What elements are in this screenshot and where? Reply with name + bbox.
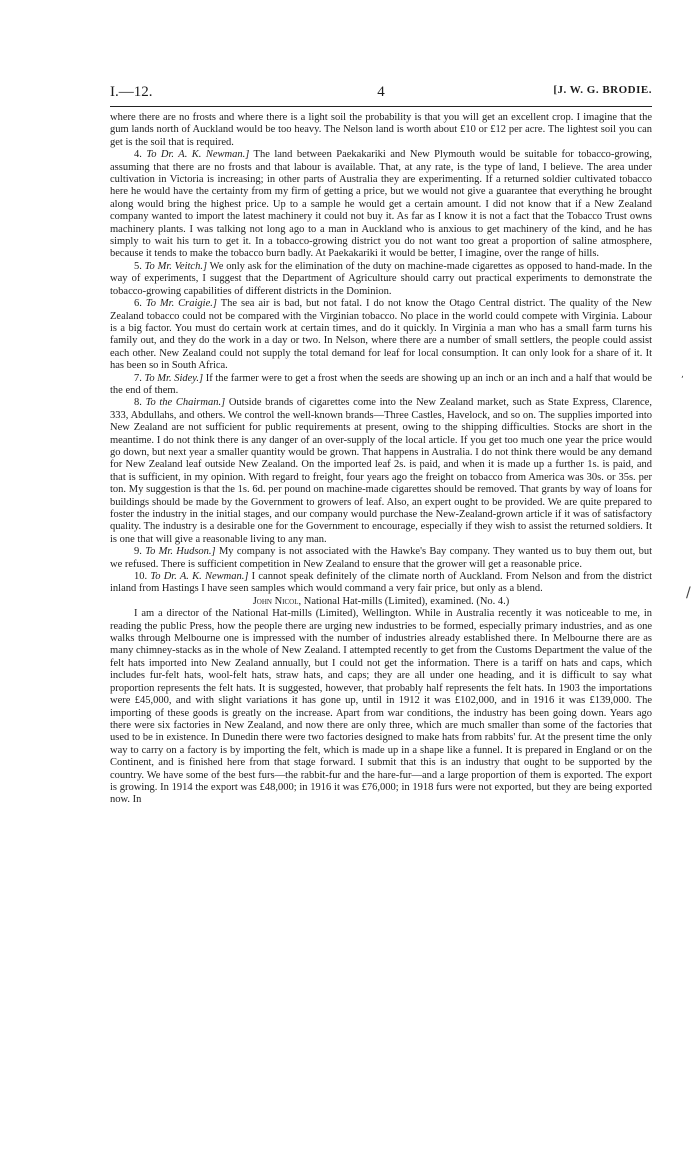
section-heading: John Nicol, National Hat-mills (Limited), examined. (No. 4.) — [252, 595, 510, 607]
questioner: To the Chairman.] — [145, 397, 226, 409]
margin-mark: , — [681, 370, 684, 380]
header-witness-name: [J. W. G. BRODIE. — [553, 84, 652, 96]
paragraph: 7. To Mr. Sidey.] If the farmer were to get a frost when the seeds are showing up an inch or an inch and a half that would be the end of them. — [110, 372, 653, 396]
questioner: To Dr. A. K. Newman.] — [146, 149, 250, 161]
margin-mark: / — [686, 585, 691, 601]
questioner: To Mr. Veitch.] — [144, 260, 208, 272]
paragraph: 8. To the Chairman.] Outside brands of cigarettes come into the New Zealand market, such as State Express, Clarence, 333, Abdullahs, and others. We control the well-known brands—Three Castles, Havelock, and so on. The supplies imported into New Zealand are not sufficient for public requirements at present, owing to the shipping difficulties. Stocks are short in the meantime. I do not think there is any danger of an over-supply of the local article. If you get too much one year the price would go down, but next year a smaller quantity would be grown. That happens in Australia. I do not think there would be any demand for New Zealand leaf outside New Zealand. On the imported leaf 2s. is paid, and when it is made up a further 1s. is paid, and that is sufficient, in my opinion. With regard to freight, four years ago the freight on tobacco from America was 30s. or 35s. per ton. My suggestion is that the 1s. 6d. per pound on machine-made cigarettes should be removed. That grants by way of loans for buildings should be made by the Government to growers of leaf. Also, an expert ought to be provided. We are quite prepared to foster the industry in the initial stages, and our company would purchase the New-Zealand-grown article if it was of satisfactory quality. The industry is a desirable one for the Government to encourage, especially if they wish to assist the returned soldiers. It is one that will give a reasonable living to any man. — [110, 397, 652, 545]
paragraph: 10. To Dr. A. K. Newman.] I cannot speak definitely of the climate north of Auckland. From Nelson and from the district inland from Hastings I have seen samples which would command a very fair price, but only as a blend. — [110, 571, 652, 595]
page-header — [110, 84, 652, 107]
questioner: To Mr. Sidey.] — [144, 372, 204, 384]
questioner: To Mr. Craigie.] — [145, 298, 217, 310]
paragraph: I am a director of the National Hat-mills (Limited), Wellington. While in Australia recently it was noticeable to me, in reading the public Press, how the people there are urging new industries to be formed, especially primary industries, and as one walks through Melbourne one is impressed with the number of industries already established there. In Melbourne there are as many chimney-stacks as in the whole of New Zealand. I attempted recently to get from the Customs Department the value of the felt hats imported into New Zealand annually, but I could not get the information. There is a tariff on hats and caps, which includes fur-felt hats, wool-felt hats, straw hats, and caps; they are all under one heading, and it is difficult to say what proportion represents the felt hats. It is suggested, however, that probably half represents the felt hats. In 1903 the importations were £45,000, and with slight variations it has gone up, until in 1912 it was £102,000, and in 1916 it was £139,000. The importing of these goods is greatly on the increase. Apart from war conditions, the industry has been going down. Years ago there were six factories in New Zealand, and now there are only three, which are much smaller than some of the factories that used to be in existence. In Dunedin there were two factories designed to make hats from rabbits' fur. At the present time the only way to carry on a factory is by importing the felt, which is made up in a shape like a funnel. It is prepared in England or on the Continent, and is finished here from that stage forward. I submit that this is an industry that ought to be supported by the country. We have some of the best furs—the rabbit-fur and the hare-fur—and a large proportion of them is exported. The export is growing. In 1914 the export was £48,000; in 1916 it was £76,000; in 1918 furs were not exported, but they are being exported now. In — [110, 608, 652, 806]
document-body — [110, 112, 652, 807]
questioner: To Mr. Hudson.] — [145, 546, 216, 558]
paragraph: 9. To Mr. Hudson.] My company is not associated with the Hawke's Bay company. They wanted us to buy them out, but we refused. There is sufficient competition in New Zealand to ensure that the grower will get a reasonable price. — [110, 546, 652, 570]
paragraph: where there are no frosts and where there is a light soil the probability is that you will get an excellent crop. I imagine that the gum lands north of Auckland would be too heavy. The Nelson land is worth about £10 or £12 per acre. The lightest soil you can get is the soil that is required. — [110, 112, 652, 148]
witness-name: John Nicol — [252, 595, 299, 607]
paragraph: 4. To Dr. A. K. Newman.] The land between Paekakariki and New Plymouth would be suitable for tobacco-growing, assuming that there are no frosts and that labour is available. That, at any rate, is the type of land, I believe. The area under cultivation in Victoria is increasing; in other parts of Australia they are experimenting. If a returned soldier cultivated tobacco here he would have the certainty from my firm of getting a price, but we would not give a guarantee that everything he brought along would bring the highest price. Up to a sample he would get a certain amount. I did not know that if a New Zealand company wanted to import the latest machinery it could not buy it. As far as I know it is not a fact that the Tobacco Trust owns machinery plants. I was talking not long ago to a man in Auckland who is anxious to get machinery of the kind, and he has simply to wait his turn to get it. In a tobacco-growing district you do not want too great a proportion of saline atmosphere, because it tends to make the tobacco burn badly. At Paekakariki it would be better, I imagine, over the range of hills. — [110, 149, 653, 260]
header-series-number: I.—12. — [110, 84, 153, 100]
questioner: To Dr. A. K. Newman.] — [150, 571, 249, 583]
paragraph: 5. To Mr. Veitch.] We only ask for the elimination of the duty on machine-made cigarettes as opposed to hand-made. In the way of experiments, I suggest that the Department of Agriculture should carry out practical experiments to demonstrate the tobacco-growing capabilities of different districts in the Dominion. — [110, 260, 653, 297]
paragraph: 6. To Mr. Craigie.] The sea air is bad, but not fatal. I do not know the Otago Central district. The quality of the New Zealand tobacco could not be compared with the Virginian tobacco. No place in the world could compete with Virginia. Labour is a big factor. You must do certain work at certain times, and do it quickly. In Virginia a man who has a small farm turns his family out, and they do the work in a day or two. In Nelson, where there are a number of small settlers, the people could assist each other. New Zealand could not supply the total demand for leaf for local consumption. It can only look for a share of it. It has been so in South Africa. — [110, 298, 653, 372]
page-number: 4 — [377, 84, 385, 100]
